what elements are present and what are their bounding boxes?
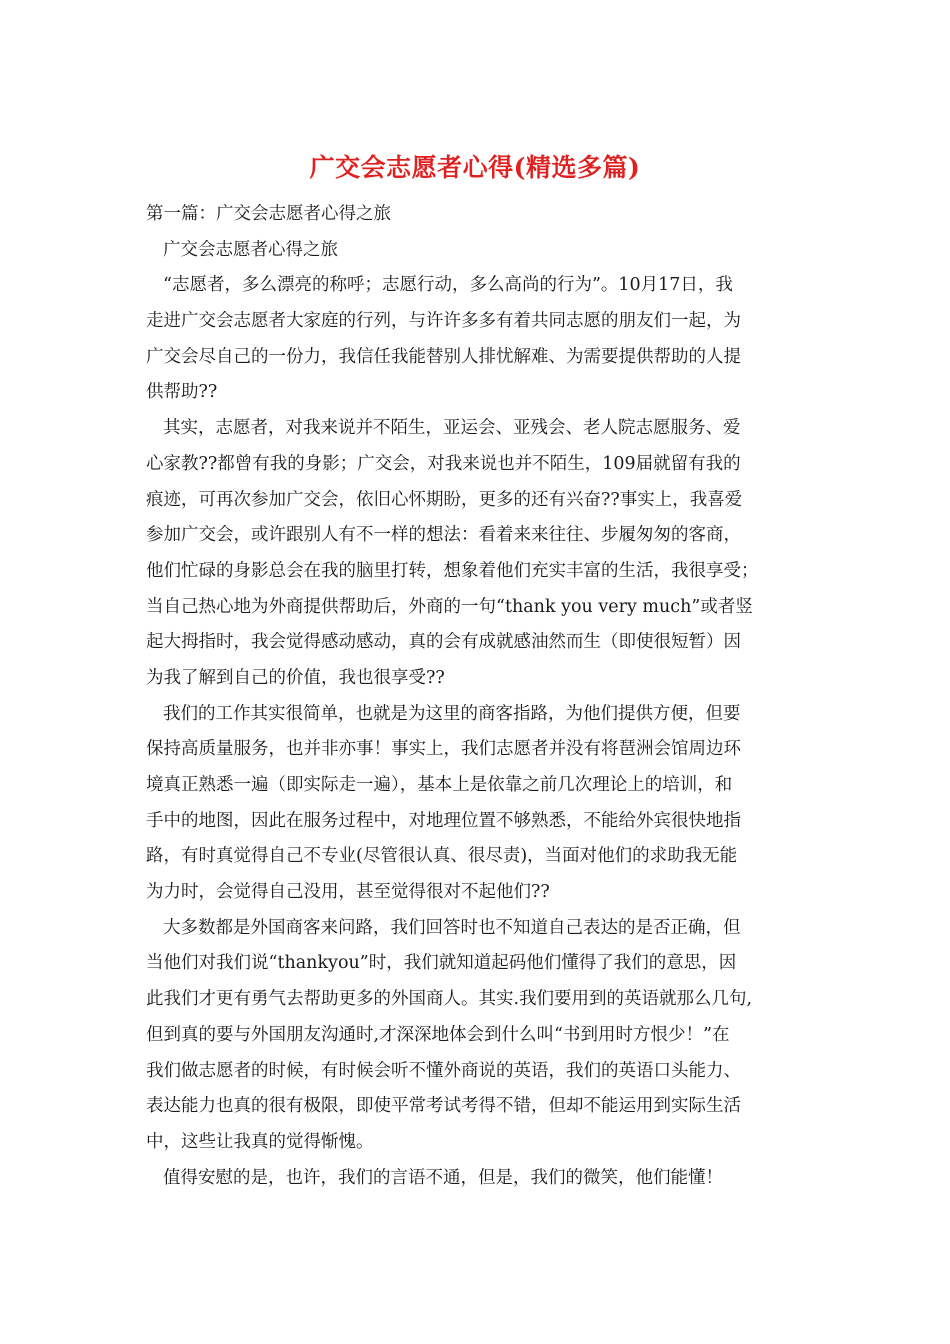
- text-line: 我们的工作其实很简单，也就是为这里的商客指路，为他们提供方便，但要: [163, 703, 741, 724]
- text-line: 手中的地图，因此在服务过程中，对地理位置不够熟悉，不能给外宾很快地指: [146, 810, 741, 831]
- text-line: 值得安慰的是，也许，我们的言语不通，但是，我们的微笑，他们能懂！: [163, 1167, 723, 1188]
- text-line: 境真正熟悉一遍（即实际走一遍），基本上是依靠之前几次理论上的培训，和: [146, 775, 733, 795]
- text-line: 痕迹，可再次参加广交会，依旧心怀期盼，更多的还有兴奋??事实上，我喜爱: [146, 489, 743, 510]
- text-line: 第一篇：广交会志愿者心得之旅: [146, 204, 391, 224]
- text-line: 路，有时真觉得自己不专业(尽管很认真、很尽责)，当面对他们的求助我无能: [146, 846, 738, 867]
- text-line: 我们做志愿者的时候，有时候会听不懂外商说的英语，我们的英语口头能力、: [146, 1060, 741, 1081]
- text-line: 参加广交会，或许跟别人有不一样的想法：看着来来往往、步履匆匆的客商，: [146, 525, 741, 546]
- text-line: 供帮助??: [146, 382, 218, 403]
- text-line: 走进广交会志愿者大家庭的行列，与许许多多有着共同志愿的朋友们一起，为: [146, 311, 741, 332]
- text-line: 广交会志愿者心得之旅: [163, 239, 338, 260]
- text-line: 心家教??都曾有我的身影；广交会，对我来说也并不陌生，109届就留有我的: [146, 453, 741, 474]
- text-line: 为力时，会觉得自己没用，甚至觉得很对不起他们??: [146, 882, 550, 903]
- text-line: 广交会尽自己的一份力，我信任我能替别人排忧解难、为需要提供帮助的人提: [146, 346, 741, 367]
- document-title: 广交会志愿者心得(精选多篇): [309, 153, 641, 182]
- text-line: 中，这些让我真的觉得惭愧。: [146, 1131, 374, 1152]
- text-line: “志愿者，多么漂亮的称呼；志愿行动，多么高尚的行为”。10月17日，我: [163, 275, 733, 296]
- text-line: 当他们对我们说“thankyou”时，我们就知道起码他们懂得了我们的意思，因: [146, 953, 737, 974]
- text-line: 他们忙碌的身影总会在我的脑里打转，想象着他们充实丰富的生活，我很享受；: [146, 560, 759, 581]
- text-line: 此我们才更有勇气去帮助更多的外国商人。其实.我们要用到的英语就那么几句,: [146, 989, 753, 1010]
- text-line: 起大拇指时，我会觉得感动感动，真的会有成就感油然而生（即使很短暂）因: [146, 632, 741, 653]
- text-line: 表达能力也真的很有极限，即使平常考试考得不错，但却不能运用到实际生活: [146, 1096, 741, 1117]
- text-line: 其实，志愿者，对我来说并不陌生，亚运会、亚残会、老人院志愿服务、爱: [163, 418, 741, 439]
- text-line: 大多数都是外国商客来问路，我们回答时也不知道自己表达的是否正确，但: [163, 917, 741, 938]
- text-line: 当自己热心地为外商提供帮助后，外商的一句“thank you very much”或者竖: [146, 596, 753, 617]
- text-line: 保持高质量服务，也并非亦事！事实上，我们志愿者并没有将琶洲会馆周边环: [146, 739, 741, 760]
- text-line: 为我了解到自己的价值，我也很享受??: [146, 667, 445, 688]
- document-body: [146, 197, 806, 1196]
- text-line: 但到真的要与外国朋友沟通时,才深深地体会到什么叫“书到用时方恨少！”在: [146, 1024, 730, 1045]
